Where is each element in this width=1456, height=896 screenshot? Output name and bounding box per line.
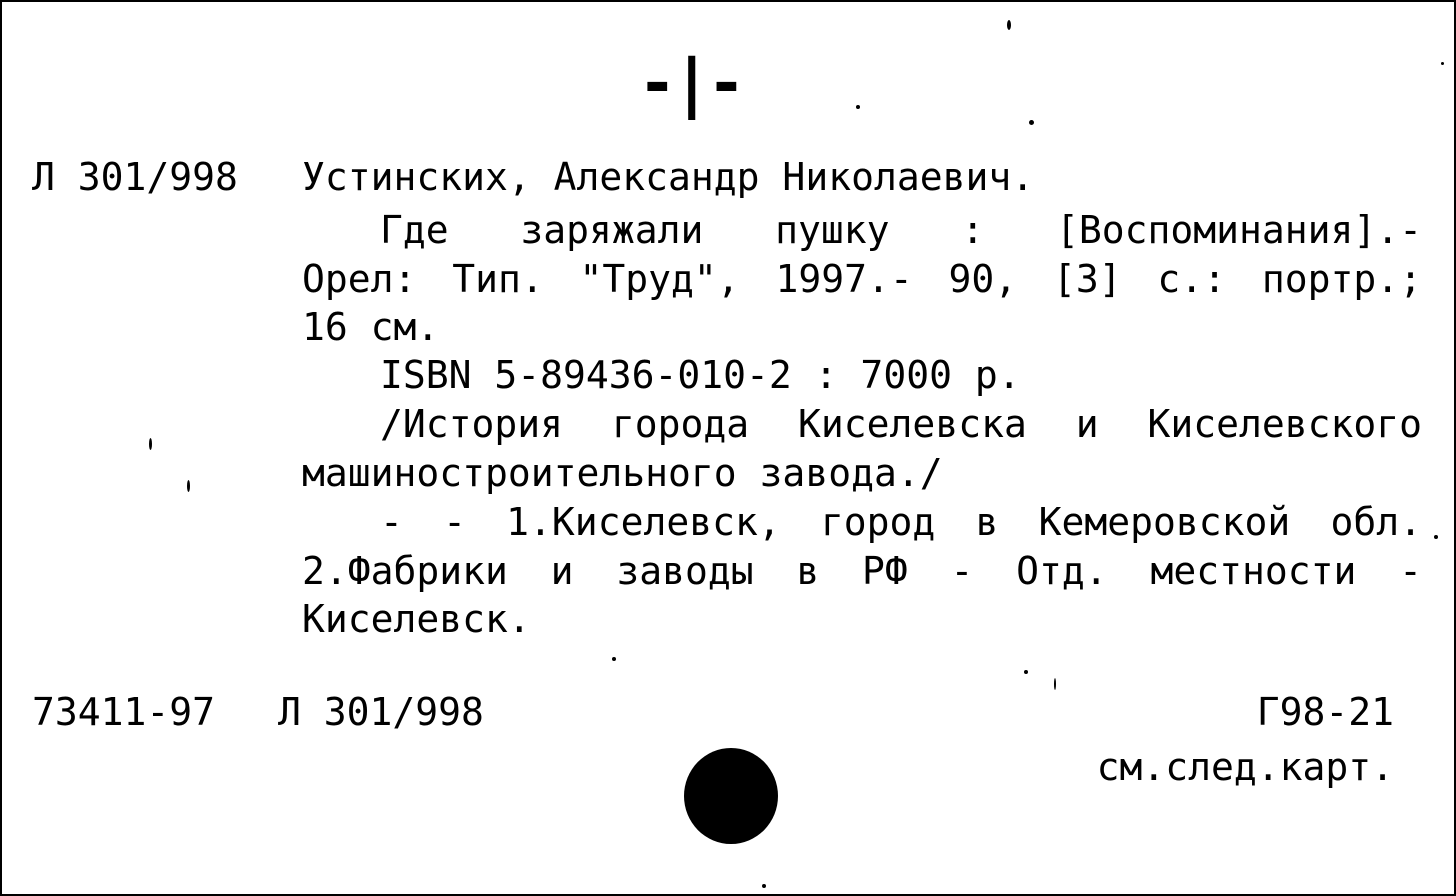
print-speck <box>149 438 152 450</box>
physical-description: 16 см. <box>302 305 440 349</box>
imprint-statement: Орел: Тип. "Труд", 1997.- 90, [3] с.: портр.; <box>302 257 1422 301</box>
print-speck <box>1007 20 1011 30</box>
print-speck <box>762 884 766 888</box>
print-speck <box>856 105 860 109</box>
author-heading: Устинских, Александр Николаевич. <box>302 155 1035 199</box>
series-statement: /История города Киселевска и Киселевского <box>380 402 1422 446</box>
print-speck <box>187 480 190 492</box>
print-speck <box>1441 62 1444 65</box>
print-speck <box>1434 535 1438 539</box>
call-number-bottom: Л 301/998 <box>278 690 484 734</box>
print-speck <box>1054 678 1056 690</box>
print-speck <box>1029 120 1034 125</box>
accession-number: 73411-97 <box>32 690 216 734</box>
isbn-price: ISBN 5-89436-010-2 : 7000 р. <box>380 353 1021 397</box>
subject-headings: - - 1.Киселевск, город в Кемеровской обл. <box>380 500 1422 544</box>
print-speck <box>1024 670 1028 674</box>
subject-headings-continued: 2.Фабрики и заводы в РФ - Отд. местности - <box>302 549 1422 593</box>
punch-hole <box>684 748 778 844</box>
print-speck <box>612 657 616 661</box>
see-next-card-note: см.след.карт. <box>1096 745 1394 789</box>
subject-headings-end: Киселевск. <box>302 597 531 641</box>
call-number: Л 301/998 <box>32 155 238 199</box>
series-statement-continued: машиностроительного завода./ <box>302 451 943 495</box>
page-number: -|- <box>638 47 742 121</box>
classification-code: Г98-21 <box>1256 690 1394 734</box>
title-statement: Где заряжали пушку : [Воспоминания].- <box>380 208 1422 252</box>
